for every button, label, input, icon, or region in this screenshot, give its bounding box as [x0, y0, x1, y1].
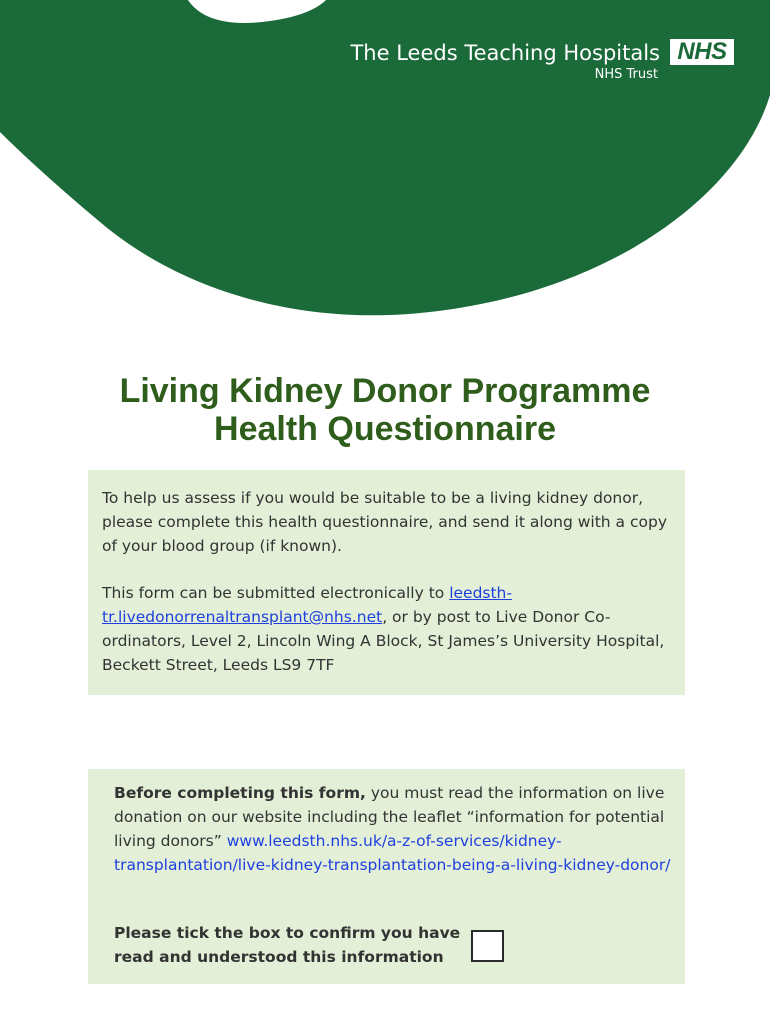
intro-paragraph-1: To help us assess if you would be suitable to be a living kidney donor, please complete this health questionnaire, and send it along with a copy of your blood group (if known).: [102, 489, 667, 555]
intro-paragraph-2-suffix: , or by post to Live Donor Co-ordinators, Level 2, Lincoln Wing A Block, St James’s University Hospital, Beckett Street, Leeds LS9 7TF: [102, 608, 665, 674]
website-link[interactable]: www.leedsth.nhs.uk/a-z-of-services/kidney-transplantation/live-kidney-transplantation-being-a-living-kidney-donor/: [114, 832, 671, 874]
trust-subtitle: NHS Trust: [594, 67, 658, 82]
notice-paragraph: [114, 781, 674, 877]
page-title: [60, 372, 710, 448]
confirm-checkbox[interactable]: [471, 930, 504, 962]
confirm-label: Please tick the box to confirm you have read and understood this information: [114, 924, 461, 966]
title-line-2: Health Questionnaire: [214, 410, 556, 448]
email-link[interactable]: leedsth-tr.livedonorrenaltransplant@nhs.net: [102, 584, 512, 626]
nhs-logo: NHS: [670, 39, 734, 65]
notice-text: you must read the information on live donation on our website including the leaflet “information for potential living donors”: [114, 784, 665, 850]
intro-paragraph-2-prefix: This form can be submitted electronically to: [102, 584, 450, 602]
trust-name: The Leeds Teaching Hospitals: [350, 41, 660, 65]
title-line-1: Living Kidney Donor Programme: [119, 372, 651, 410]
intro-paragraph-2: [102, 581, 682, 677]
notice-bold-prefix: Before completing this form,: [114, 784, 366, 802]
